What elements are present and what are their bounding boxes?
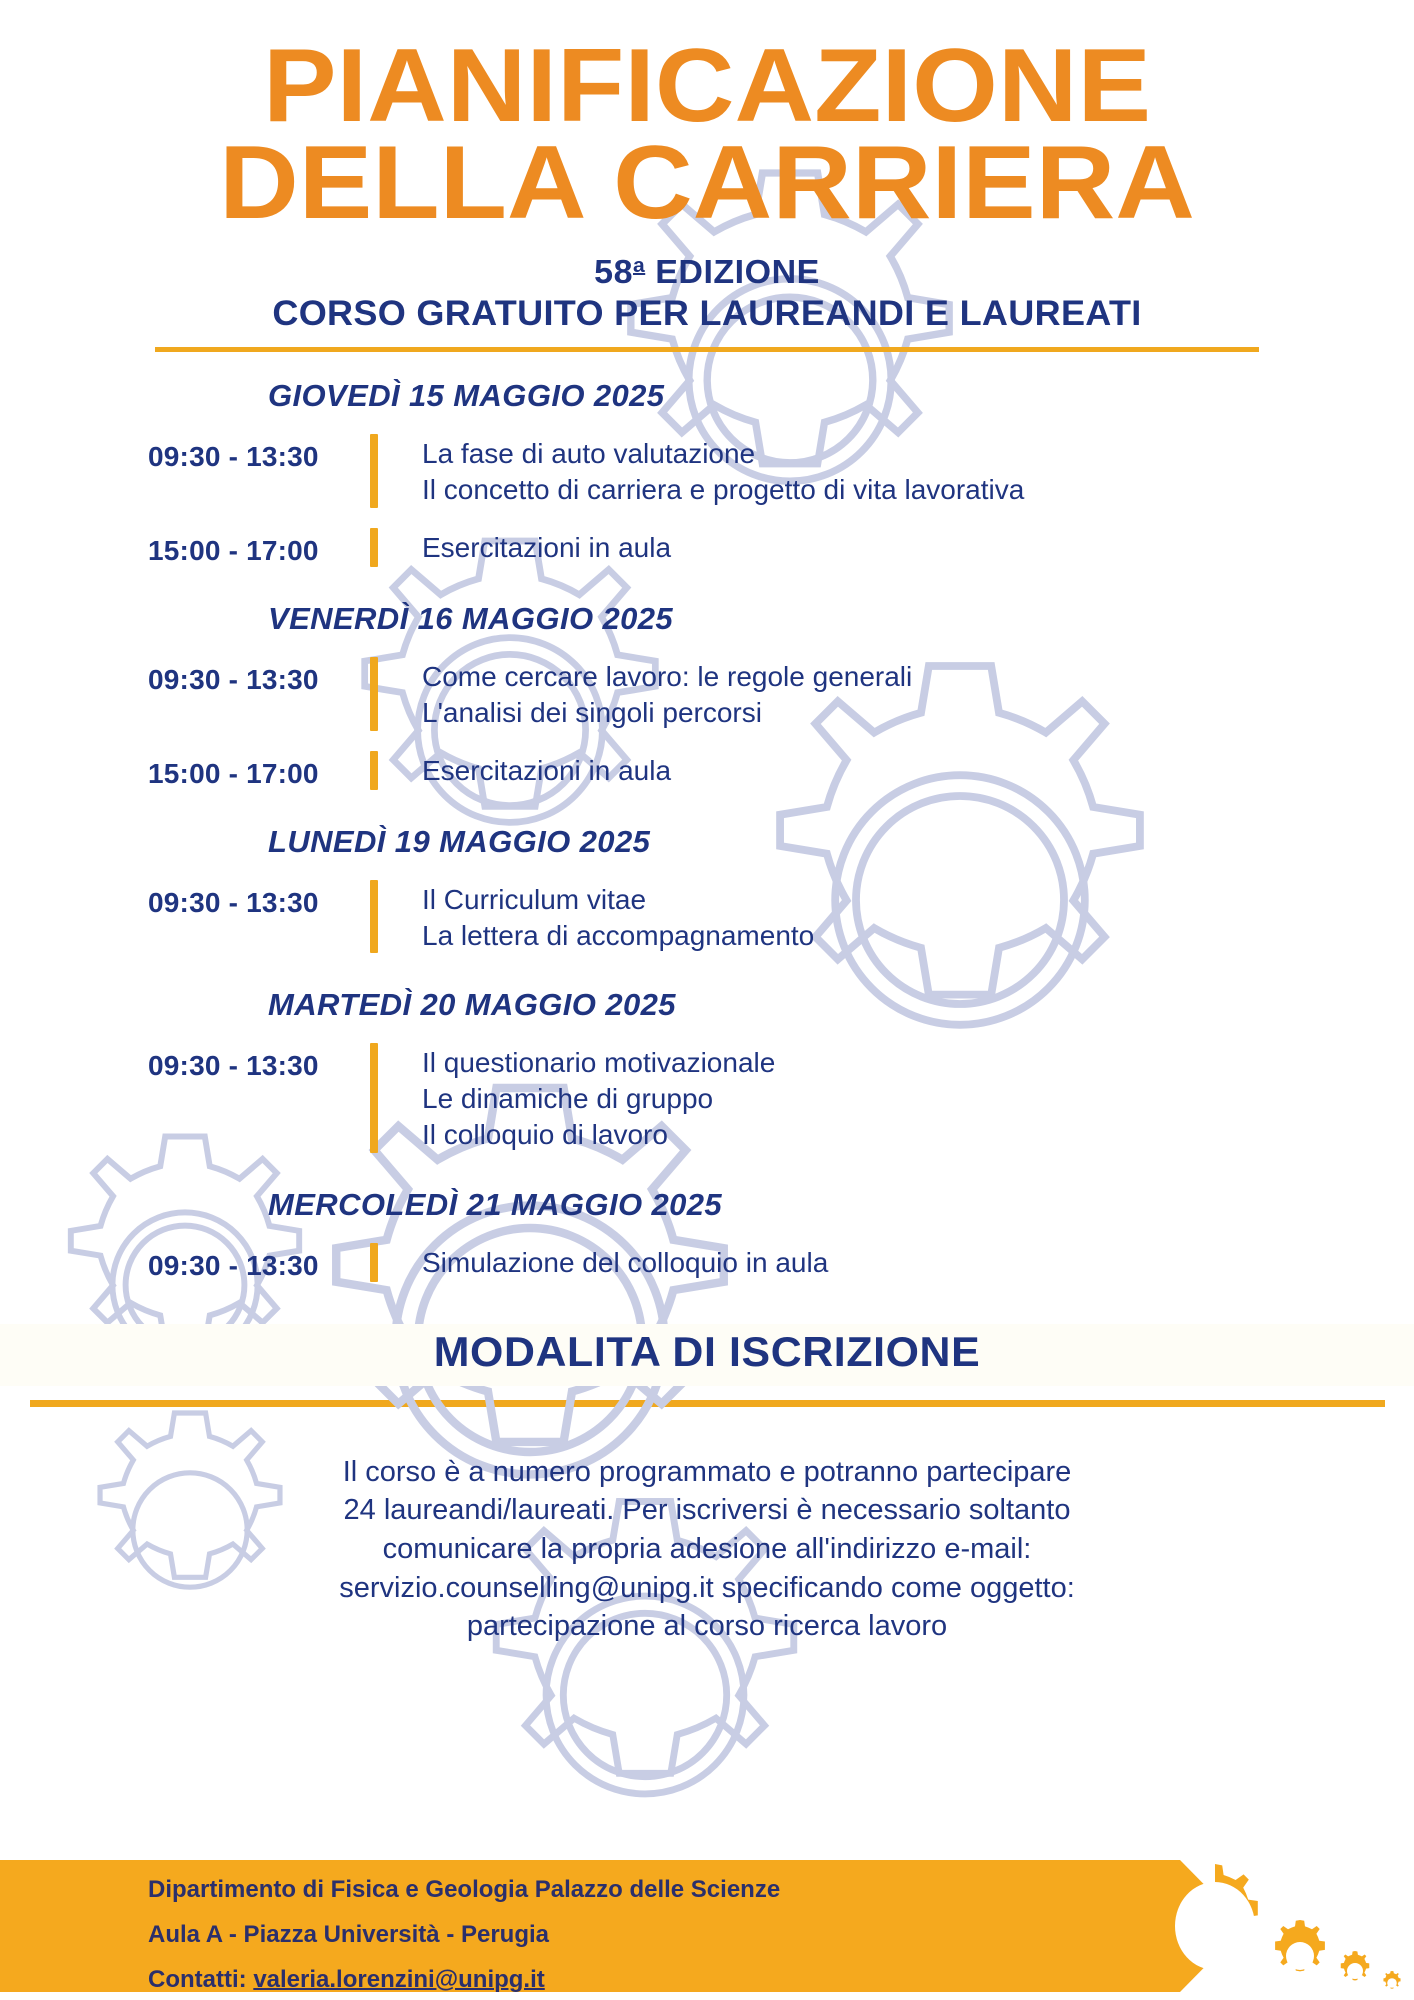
schedule-slot-topics (378, 657, 912, 731)
enrollment-text-line: servizio.counselling@unipg.it specificando come oggetto: (339, 1571, 1075, 1604)
schedule-slot-time: 09:30 - 13:30 (148, 664, 319, 696)
enrollment-text-line: comunicare la propria adesione all'indirizzo e-mail: (382, 1532, 1032, 1565)
edition-label (0, 253, 1414, 291)
enrollment-band (0, 1324, 1414, 1386)
schedule-slot-topics (378, 751, 671, 789)
schedule-slot-time: 09:30 - 13:30 (148, 441, 319, 473)
schedule-day-heading: VENERDÌ 16 MAGGIO 2025 (268, 601, 674, 637)
enrollment-text (0, 1453, 1414, 1646)
enrollment-heading: MODALITA DI ISCRIZIONE (433, 1327, 981, 1375)
page-title-line-2: DELLA CARRIERA (219, 124, 1195, 241)
enrollment-text-line: 24 laureandi/laureati. Per iscriversi è necessario soltanto (343, 1494, 1071, 1527)
schedule-slot-topics (378, 1243, 828, 1281)
edition-ordinal: a (633, 254, 646, 278)
course-subtitle: CORSO GRATUITO PER LAUREANDI E LAUREATI (272, 294, 1142, 334)
schedule-slot-accent-bar (370, 751, 378, 790)
schedule-slot-time: 09:30 - 13:30 (148, 1249, 319, 1281)
schedule-topic-line: Simulazione del colloquio in aula (422, 1246, 829, 1278)
schedule-day-heading: LUNEDÌ 19 MAGGIO 2025 (268, 823, 651, 859)
enrollment-text-line: partecipazione al corso ricerca lavoro (466, 1610, 948, 1643)
schedule-slot-accent-bar (370, 1243, 378, 1282)
schedule-topic-line: Il colloquio di lavoro (422, 1119, 668, 1150)
footer-contact (148, 1968, 780, 1992)
schedule-topic-line: La lettera di accompagnamento (422, 919, 815, 951)
schedule-slot-accent-bar (370, 880, 378, 954)
schedule-day-heading: MERCOLEDÌ 21 MAGGIO 2025 (268, 1186, 723, 1222)
schedule-list (0, 378, 1414, 1281)
enrollment-divider (30, 1400, 1385, 1407)
poster-footer (0, 1852, 1414, 2000)
edition-word: EDIZIONE (645, 253, 820, 291)
schedule-slot (0, 434, 1414, 508)
schedule-slot-time: 15:00 - 17:00 (148, 757, 319, 789)
schedule-slot (0, 880, 1414, 954)
schedule-slot (0, 528, 1414, 567)
schedule-topic-line: L'analisi dei singoli percorsi (422, 696, 762, 728)
schedule-slot-time: 09:30 - 13:30 (148, 1050, 319, 1082)
footer-contact-email[interactable]: valeria.lorenzini@unipg.it (253, 1966, 545, 1993)
edition-number: 58 (594, 253, 634, 291)
footer-address: Aula A - Piazza Università - Perugia (148, 1921, 550, 1948)
schedule-topic-line: Il Curriculum vitae (422, 883, 647, 915)
schedule-topic-line: Il questionario motivazionale (422, 1047, 776, 1079)
schedule-slot-accent-bar (370, 657, 378, 731)
header-divider (155, 347, 1259, 352)
footer-contact-label: Contatti: (148, 1966, 254, 1993)
schedule-slot-topics (378, 880, 814, 954)
schedule-topic-line: Esercitazioni in aula (422, 532, 672, 564)
schedule-slot-topics (378, 434, 1024, 508)
schedule-topic-line: Come cercare lavoro: le regole generali (422, 661, 913, 693)
schedule-slot (0, 1243, 1414, 1282)
schedule-slot-topics (378, 1043, 775, 1152)
schedule-slot-accent-bar (370, 1043, 378, 1152)
schedule-slot-topics (378, 528, 671, 566)
schedule-topic-line: Il concetto di carriera e progetto di vita lavorativa (422, 474, 1025, 506)
schedule-slot-accent-bar (370, 434, 378, 508)
schedule-slot (0, 657, 1414, 731)
schedule-topic-line: Le dinamiche di gruppo (422, 1083, 714, 1115)
schedule-slot-time: 15:00 - 17:00 (148, 535, 319, 567)
page-title-line-1: PIANIFICAZIONE (262, 28, 1152, 144)
schedule-slot-time: 09:30 - 13:30 (148, 886, 319, 918)
subtitle-block (0, 253, 1414, 335)
schedule-slot-accent-bar (370, 528, 378, 567)
schedule-day-heading: MARTEDÌ 20 MAGGIO 2025 (268, 987, 676, 1023)
footer-department: Dipartimento di Fisica e Geologia Palazzo delle Scienze (148, 1876, 781, 1903)
schedule-slot (0, 1043, 1414, 1152)
schedule-topic-line: La fase di auto valutazione (422, 438, 756, 470)
enrollment-text-line: Il corso è a numero programmato e potranno partecipare (342, 1455, 1072, 1488)
poster-header (0, 0, 1414, 352)
schedule-day-heading: GIOVEDÌ 15 MAGGIO 2025 (268, 378, 665, 414)
footer-text-block (148, 1878, 780, 2000)
schedule-slot (0, 751, 1414, 790)
schedule-topic-line: Esercitazioni in aula (422, 754, 672, 786)
